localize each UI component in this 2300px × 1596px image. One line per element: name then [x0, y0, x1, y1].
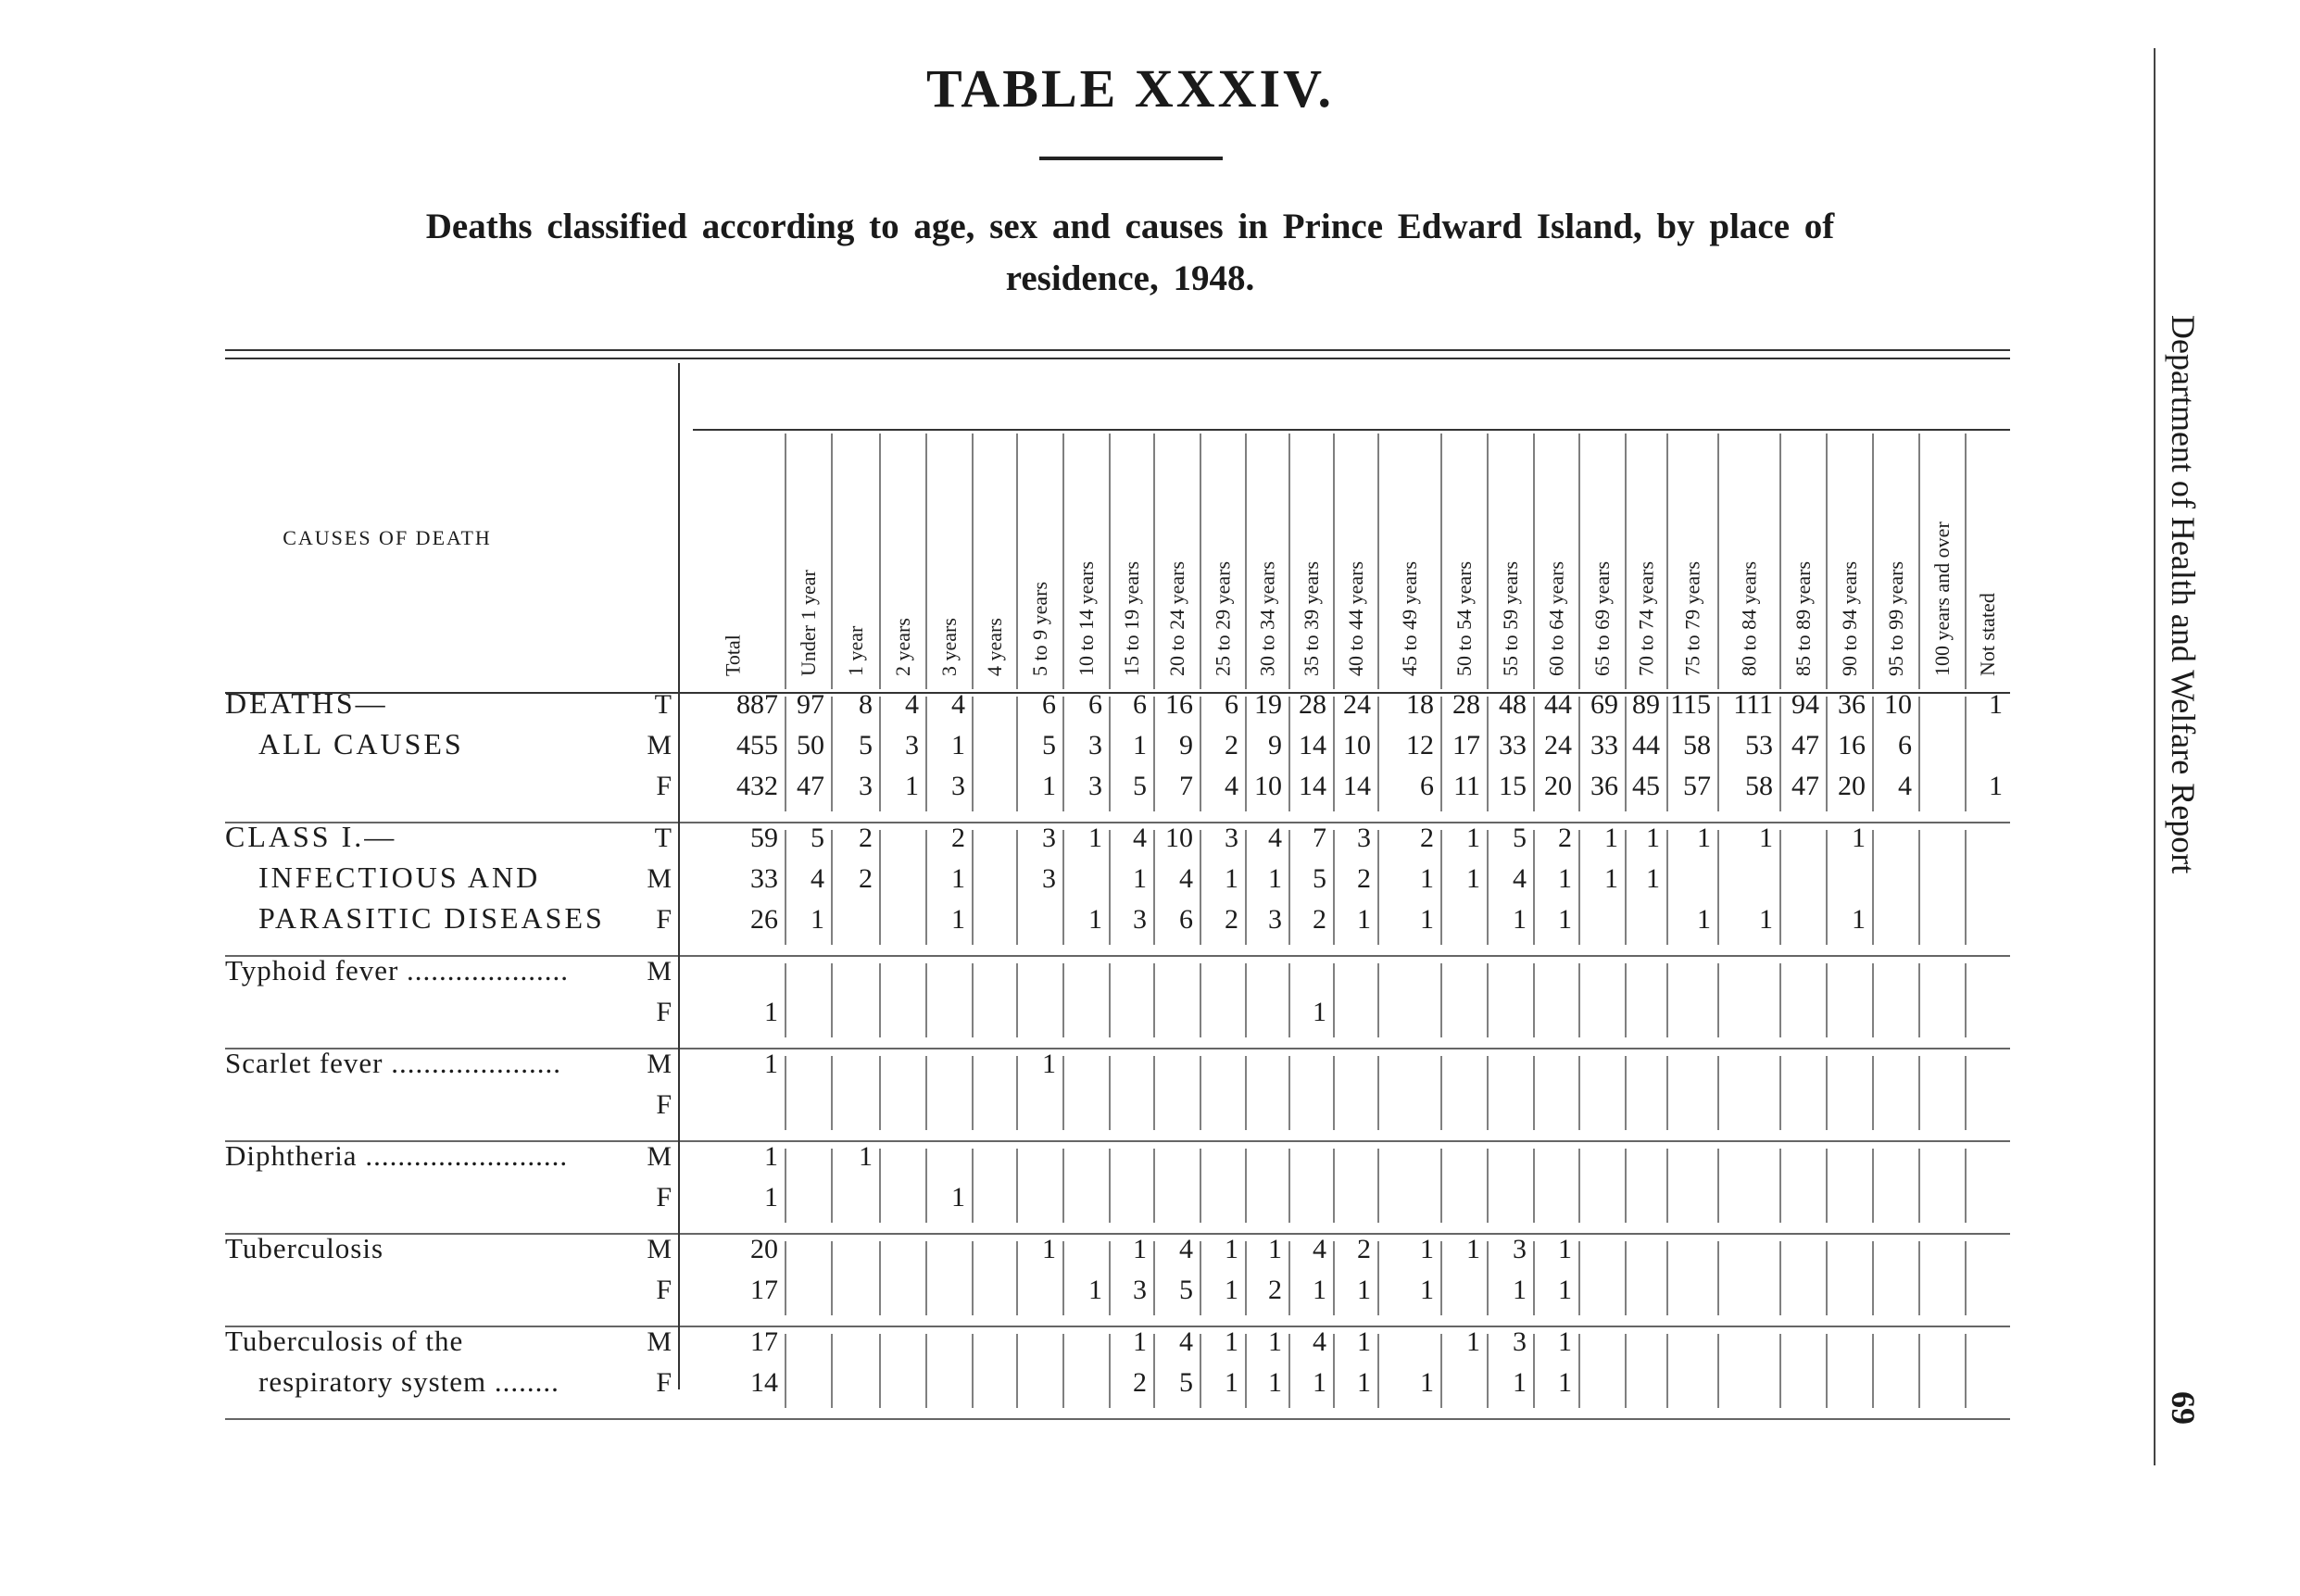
table-cell: 10 — [1884, 689, 1912, 720]
table-cell: 1 — [1088, 823, 1102, 853]
table-cell: 4 — [951, 689, 965, 720]
table-cell: 4 — [1225, 771, 1238, 801]
sex-marker: F — [656, 1089, 672, 1120]
table-cell: 14 — [1299, 771, 1326, 801]
table-cell: 4 — [1898, 771, 1912, 801]
table-cell: 53 — [1745, 730, 1773, 760]
table-cell: 44 — [1632, 730, 1660, 760]
table-cell: 432 — [736, 771, 778, 801]
table-cell: 1 — [1313, 997, 1326, 1027]
table-cell: 1 — [1852, 904, 1866, 935]
table-cell: 2 — [1558, 823, 1572, 853]
table-cell: 18 — [1406, 689, 1434, 720]
table-cell: 20 — [750, 1234, 778, 1264]
table-cell: 17 — [750, 1275, 778, 1305]
table-cell: 5 — [811, 823, 824, 853]
table-cell: 2 — [859, 823, 873, 853]
table-cell: 1 — [1466, 823, 1480, 853]
table-cell: 4 — [1268, 823, 1282, 853]
table-cell: 33 — [1590, 730, 1618, 760]
table-cell: 1 — [1646, 863, 1660, 894]
table-cell: 1 — [1558, 863, 1572, 894]
table-cell: 47 — [797, 771, 824, 801]
sex-marker: M — [647, 1234, 672, 1264]
table-cell: 5 — [1042, 730, 1056, 760]
column-header: 35 to 39 years — [1300, 560, 1323, 676]
column-header: 3 years — [937, 618, 961, 676]
table-cell: 1 — [1604, 863, 1618, 894]
row-label: PARASITIC DISEASES — [258, 901, 605, 935]
stub-header: CAUSES OF DEATH — [283, 526, 492, 549]
sex-marker: T — [654, 689, 672, 720]
table-cell: 1 — [1646, 823, 1660, 853]
sex-marker: M — [647, 1141, 672, 1172]
table-cell: 1 — [1225, 863, 1238, 894]
table-cell: 50 — [797, 730, 824, 760]
table-cell: 9 — [1179, 730, 1193, 760]
table-cell: 36 — [1838, 689, 1866, 720]
table-cell: 1 — [1088, 904, 1102, 935]
table-cell: 2 — [1133, 1367, 1147, 1398]
table-cell: 3 — [1042, 863, 1056, 894]
table-cell: 57 — [1683, 771, 1711, 801]
table-cell: 6 — [1088, 689, 1102, 720]
row-label: INFECTIOUS AND — [258, 861, 541, 894]
sex-marker: F — [656, 997, 672, 1027]
row-label: Scarlet fever ..................... — [225, 1047, 561, 1079]
table-cell: 3 — [1513, 1326, 1527, 1357]
table-cell: 89 — [1632, 689, 1660, 720]
table-cell: 2 — [1313, 904, 1326, 935]
sex-marker: T — [654, 823, 672, 853]
table-cell: 6 — [1179, 904, 1193, 935]
table-cell: 1 — [1852, 823, 1866, 853]
sex-marker: F — [656, 904, 672, 935]
table-cell: 14 — [1343, 771, 1371, 801]
table-cell: 4 — [905, 689, 919, 720]
subtitle-line-1: Deaths classified according to age, sex and causes in Prince Edward Island, by place of — [425, 207, 1835, 246]
table-cell: 97 — [797, 689, 824, 720]
table-cell: 1 — [1225, 1234, 1238, 1264]
table-cell: 4 — [1313, 1326, 1326, 1357]
table-cell: 1 — [1133, 863, 1147, 894]
sex-marker: M — [647, 956, 672, 987]
table-cell: 3 — [859, 771, 873, 801]
table-cell: 1 — [1558, 1367, 1572, 1398]
table-cell: 1 — [1133, 1326, 1147, 1357]
sex-marker: M — [647, 1326, 672, 1357]
table-cell: 1 — [1225, 1326, 1238, 1357]
table-cell: 1 — [1420, 1275, 1434, 1305]
table-cell: 2 — [1357, 863, 1371, 894]
table-cell: 1 — [1420, 904, 1434, 935]
table-cell: 1 — [811, 904, 824, 935]
table-cell: 3 — [1042, 823, 1056, 853]
table-cell: 1 — [859, 1141, 873, 1172]
table-cell: 24 — [1544, 730, 1572, 760]
row-label: ALL CAUSES — [258, 727, 464, 760]
sex-marker: M — [647, 863, 672, 894]
column-header: 70 to 74 years — [1634, 560, 1658, 676]
column-header: 45 to 49 years — [1398, 560, 1421, 676]
table-cell: 1 — [1759, 823, 1773, 853]
table-cell: 3 — [905, 730, 919, 760]
table-cell: 15 — [1499, 771, 1527, 801]
table-cell: 9 — [1268, 730, 1282, 760]
column-header: 15 to 19 years — [1120, 560, 1143, 676]
table-cell: 17 — [1452, 730, 1480, 760]
table-cell: 4 — [811, 863, 824, 894]
table-body — [225, 686, 2003, 1398]
table-cell: 1 — [764, 997, 778, 1027]
table-cell: 10 — [1343, 730, 1371, 760]
table-cell: 1 — [1313, 1367, 1326, 1398]
table-cell: 5 — [1179, 1367, 1193, 1398]
table-cell: 5 — [1513, 823, 1527, 853]
table-cell: 2 — [1420, 823, 1434, 853]
column-header: 60 to 64 years — [1544, 560, 1568, 676]
table-cell: 1 — [1989, 689, 2003, 720]
column-header: 5 to 9 years — [1028, 581, 1051, 676]
table-cell: 1 — [1513, 904, 1527, 935]
table-cell: 5 — [1133, 771, 1147, 801]
table-cell: 24 — [1343, 689, 1371, 720]
table-cell: 1 — [1225, 1367, 1238, 1398]
table-cell: 1 — [1042, 1049, 1056, 1079]
table-cell: 1 — [1420, 1367, 1434, 1398]
column-header: 10 to 14 years — [1075, 560, 1098, 676]
table-cell: 1 — [1268, 863, 1282, 894]
table-cell: 14 — [750, 1367, 778, 1398]
table-cell: 3 — [1088, 771, 1102, 801]
table-cell: 5 — [1179, 1275, 1193, 1305]
table-cell: 11 — [1453, 771, 1480, 801]
table-cell: 1 — [1268, 1234, 1282, 1264]
table-cell: 6 — [1420, 771, 1434, 801]
table-cell: 1 — [1357, 904, 1371, 935]
table-cell: 1 — [1225, 1275, 1238, 1305]
column-header: Not stated — [1976, 593, 1999, 676]
table-cell: 2 — [1225, 904, 1238, 935]
running-head: Department of Health and Welfare Report — [2165, 315, 2202, 874]
table-cell: 1 — [1088, 1275, 1102, 1305]
table-cell: 33 — [750, 863, 778, 894]
row-label: CLASS I.— — [225, 820, 397, 853]
sex-marker: F — [656, 771, 672, 801]
table-cell: 4 — [1513, 863, 1527, 894]
table-cell: 1 — [1042, 771, 1056, 801]
table-cell: 1 — [1558, 1326, 1572, 1357]
table-cell: 5 — [859, 730, 873, 760]
table-cell: 48 — [1499, 689, 1527, 720]
table-cell: 45 — [1632, 771, 1660, 801]
table-cell: 1 — [1357, 1275, 1371, 1305]
table-cell: 6 — [1042, 689, 1056, 720]
table-cell: 12 — [1406, 730, 1434, 760]
sex-marker: F — [656, 1367, 672, 1398]
table-cell: 14 — [1299, 730, 1326, 760]
table-cell: 1 — [1558, 904, 1572, 935]
table-cell: 1 — [1133, 730, 1147, 760]
table-cell: 4 — [1313, 1234, 1326, 1264]
table-cell: 1 — [1604, 823, 1618, 853]
table-cell: 8 — [859, 689, 873, 720]
table-cell: 58 — [1683, 730, 1711, 760]
table-cell: 20 — [1838, 771, 1866, 801]
table-cell: 1 — [1466, 1234, 1480, 1264]
row-label: respiratory system ........ — [258, 1365, 559, 1398]
table-cell: 3 — [1268, 904, 1282, 935]
table-cell: 1 — [764, 1049, 778, 1079]
sex-marker: F — [656, 1275, 672, 1305]
table-cell: 4 — [1133, 823, 1147, 853]
table-cell: 1 — [1420, 1234, 1434, 1264]
column-header: 4 years — [983, 618, 1006, 676]
table-cell: 1 — [1989, 771, 2003, 801]
table-cell: 10 — [1254, 771, 1282, 801]
table-cell: 7 — [1313, 823, 1326, 853]
column-header: Under 1 year — [797, 570, 820, 676]
table-cell: 3 — [1133, 1275, 1147, 1305]
subtitle-line-2: residence, 1948. — [1005, 258, 1255, 298]
sex-marker: M — [647, 730, 672, 760]
table-cell: 1 — [1697, 904, 1711, 935]
table-cell: 36 — [1590, 771, 1618, 801]
table-cell: 4 — [1179, 1326, 1193, 1357]
column-header: 2 years — [891, 618, 914, 676]
table-cell: 1 — [764, 1182, 778, 1213]
table-cell: 1 — [1513, 1367, 1527, 1398]
column-header: 80 to 84 years — [1737, 560, 1761, 676]
table-cell: 1 — [1558, 1275, 1572, 1305]
column-header: 75 to 79 years — [1680, 560, 1704, 676]
table-cell: 6 — [1898, 730, 1912, 760]
table-cell: 6 — [1225, 689, 1238, 720]
column-header: 90 to 94 years — [1838, 560, 1861, 676]
table-cell: 1 — [951, 1182, 965, 1213]
table-cell: 33 — [1499, 730, 1527, 760]
table-cell: 1 — [1466, 1326, 1480, 1357]
sex-marker: F — [656, 1182, 672, 1213]
table-cell: 1 — [764, 1141, 778, 1172]
table-cell: 1 — [1268, 1367, 1282, 1398]
table-cell: 1 — [951, 904, 965, 935]
column-header: 50 to 54 years — [1452, 560, 1476, 676]
table-cell: 17 — [750, 1326, 778, 1357]
table-cell: 94 — [1791, 689, 1819, 720]
table-cell: 2 — [951, 823, 965, 853]
table-cell: 28 — [1299, 689, 1326, 720]
table-cell: 1 — [1513, 1275, 1527, 1305]
column-header: 65 to 69 years — [1590, 560, 1614, 676]
table-cell: 1 — [951, 863, 965, 894]
table-cell: 3 — [1357, 823, 1371, 853]
row-label: Typhoid fever .................... — [225, 954, 570, 987]
column-header: 55 to 59 years — [1499, 560, 1522, 676]
page-title: TABLE XXXIV. — [926, 58, 1334, 119]
table-cell: 4 — [1179, 863, 1193, 894]
column-header: 85 to 89 years — [1791, 560, 1815, 676]
table-cell: 3 — [1513, 1234, 1527, 1264]
table-cell: 2 — [1268, 1275, 1282, 1305]
page-number: 69 — [2165, 1391, 2202, 1425]
table-cell: 6 — [1133, 689, 1147, 720]
table-cell: 10 — [1165, 823, 1193, 853]
table-cell: 1 — [951, 730, 965, 760]
table-cell: 20 — [1544, 771, 1572, 801]
column-header: 40 to 44 years — [1344, 560, 1367, 676]
table-cell: 5 — [1313, 863, 1326, 894]
table-cell: 69 — [1590, 689, 1618, 720]
table-cell: 1 — [905, 771, 919, 801]
table-cell: 1 — [1357, 1367, 1371, 1398]
table-cell: 28 — [1452, 689, 1480, 720]
table-cell: 4 — [1179, 1234, 1193, 1264]
table-cell: 1 — [1357, 1326, 1371, 1357]
table-cell: 16 — [1165, 689, 1193, 720]
column-header: 1 year — [844, 625, 867, 676]
table-cell: 2 — [1225, 730, 1238, 760]
row-label: DEATHS— — [225, 686, 388, 720]
table-cell: 1 — [1558, 1234, 1572, 1264]
column-header: 30 to 34 years — [1255, 560, 1279, 676]
table-cell: 44 — [1544, 689, 1572, 720]
table-cell: 115 — [1670, 689, 1711, 720]
table-cell: 2 — [859, 863, 873, 894]
table-cell: 1 — [1420, 863, 1434, 894]
column-headers — [283, 522, 1999, 676]
table-cell: 47 — [1791, 771, 1819, 801]
column-header: 100 years and over — [1930, 522, 1954, 676]
column-header: 20 to 24 years — [1165, 560, 1188, 676]
table-cell: 3 — [1225, 823, 1238, 853]
table-cell: 111 — [1733, 689, 1773, 720]
table-cell: 59 — [750, 823, 778, 853]
sex-marker: M — [647, 1049, 672, 1079]
column-header: 95 to 99 years — [1884, 560, 1907, 676]
table-cell: 1 — [1466, 863, 1480, 894]
table-cell: 1 — [1313, 1275, 1326, 1305]
row-label: Diphtheria ......................... — [225, 1139, 569, 1172]
table-cell: 887 — [736, 689, 778, 720]
table-cell: 1 — [1268, 1326, 1282, 1357]
table-cell: 16 — [1838, 730, 1866, 760]
table-cell: 2 — [1357, 1234, 1371, 1264]
row-label: Tuberculosis — [225, 1232, 384, 1264]
table-cell: 19 — [1254, 689, 1282, 720]
column-header: 25 to 29 years — [1211, 560, 1235, 676]
table-cell: 3 — [1088, 730, 1102, 760]
column-header: Total — [721, 635, 745, 676]
table-cell: 3 — [951, 771, 965, 801]
table-cell: 1 — [1042, 1234, 1056, 1264]
table-cell: 1 — [1759, 904, 1773, 935]
table-cell: 1 — [1133, 1234, 1147, 1264]
table-cell: 58 — [1745, 771, 1773, 801]
table-cell: 1 — [1697, 823, 1711, 853]
table-cell: 7 — [1179, 771, 1193, 801]
row-label: Tuberculosis of the — [225, 1325, 464, 1357]
table-cell: 455 — [736, 730, 778, 760]
table-cell: 3 — [1133, 904, 1147, 935]
table-cell: 47 — [1791, 730, 1819, 760]
table-cell: 26 — [750, 904, 778, 935]
